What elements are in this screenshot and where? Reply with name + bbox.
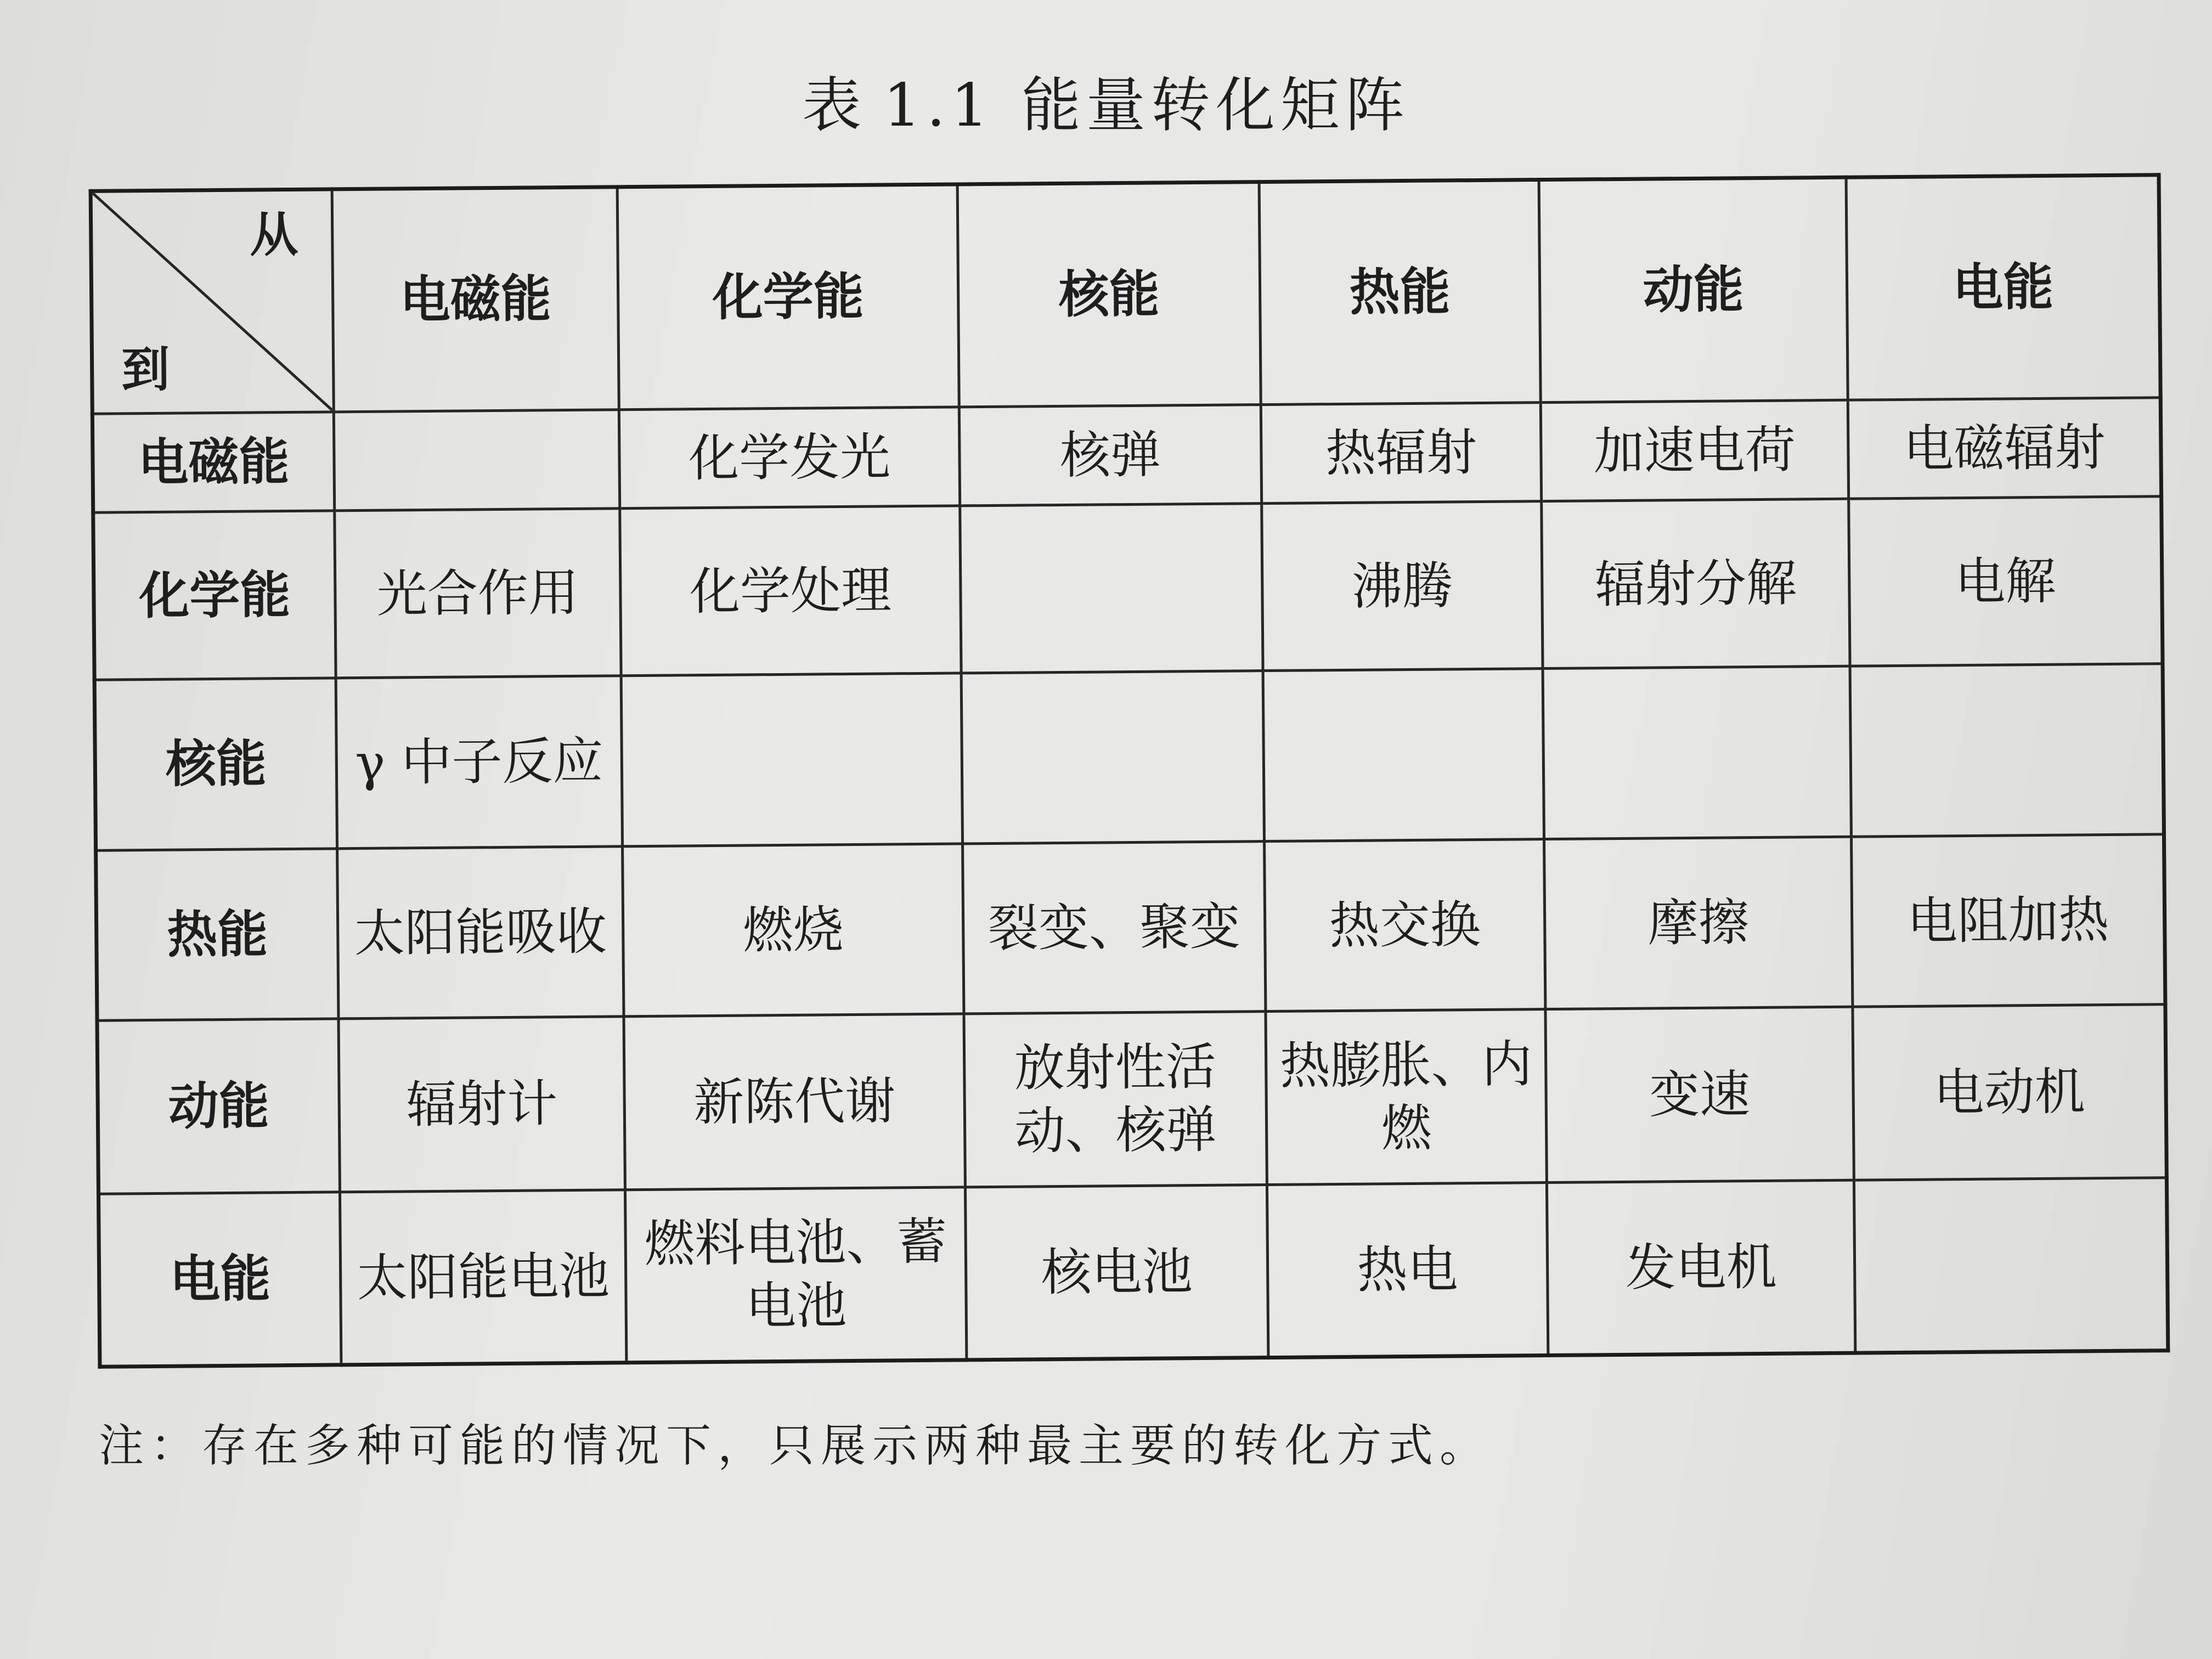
table-footnote: 注：存在多种可能的情况下，只展示两种最主要的转化方式。 (99, 1420, 1492, 1472)
table-cell: 热电 (1267, 1182, 1548, 1357)
table-cell (1850, 664, 2164, 837)
table-cell: 燃料电池、蓄电池 (625, 1187, 966, 1362)
table-row (97, 1005, 2166, 1194)
caption-number: 1.1 (883, 71, 994, 140)
table-cell: 加速电荷 (1541, 400, 1848, 501)
caption-text: 能量转化矩阵 (1021, 71, 1410, 140)
table-cell: 太阳能电池 (340, 1189, 626, 1365)
table-cell: 热交换 (1265, 839, 1545, 1011)
table-row (92, 397, 2161, 512)
table-cell: 化学处理 (620, 506, 961, 676)
column-header: 化学能 (617, 184, 959, 409)
table-cell: 辐射计 (338, 1017, 625, 1192)
table-cell (1854, 1177, 2168, 1353)
table-cell (1543, 666, 1851, 839)
table-cell: 电磁辐射 (1848, 397, 2161, 499)
table-row (93, 496, 2163, 680)
table-cell: 裂变、聚变 (963, 841, 1266, 1014)
row-header: 电磁能 (92, 411, 334, 512)
table-cell: γ 中子反应 (336, 676, 622, 848)
table-cell: 新陈代谢 (624, 1014, 965, 1189)
table-cell: 发电机 (1547, 1180, 1855, 1356)
table-row (98, 1177, 2168, 1367)
row-header: 动能 (97, 1019, 340, 1194)
table-row (96, 834, 2165, 1020)
table-cell: 辐射分解 (1542, 499, 1850, 669)
corner-to-label: 到 (121, 341, 170, 398)
row-header: 电能 (98, 1192, 341, 1367)
column-header: 电磁能 (332, 187, 619, 412)
table-cell: 核电池 (965, 1184, 1268, 1360)
table-cell: 沸腾 (1262, 501, 1543, 670)
row-header: 化学能 (93, 511, 336, 680)
table-cell: 电解 (1849, 496, 2163, 667)
table-cell (334, 409, 619, 510)
table-cell: 太阳能吸收 (337, 846, 624, 1018)
table-cell: 变速 (1545, 1007, 1854, 1182)
corner-cell (91, 189, 334, 414)
table-cell: 电阻加热 (1851, 834, 2165, 1007)
table-cell (960, 503, 1263, 673)
corner-from-label: 从 (249, 206, 298, 263)
table-cell: 核弹 (959, 404, 1261, 506)
column-header: 核能 (957, 182, 1261, 407)
table-cell: 摩擦 (1544, 837, 1852, 1009)
table-cell: 电动机 (1853, 1005, 2166, 1180)
table-cell: 热膨胀、内燃 (1266, 1009, 1547, 1184)
table-cell: 燃烧 (623, 844, 964, 1017)
row-header: 热能 (96, 849, 338, 1021)
table-cell: 热辐射 (1261, 402, 1541, 503)
table-cell (621, 673, 962, 846)
table-caption (0, 58, 2212, 143)
table-cell: 化学发光 (619, 407, 960, 508)
column-header: 动能 (1539, 177, 1848, 402)
table-cell (961, 671, 1264, 844)
row-header: 核能 (94, 678, 337, 850)
table-cell: 放射性活动、核弹 (964, 1012, 1267, 1187)
column-header: 热能 (1259, 180, 1541, 405)
table-row (94, 664, 2164, 850)
column-header: 电能 (1846, 175, 2160, 400)
table-cell (1263, 669, 1544, 841)
caption-prefix: 表 (802, 71, 867, 140)
header-row (91, 175, 2160, 414)
energy-conversion-matrix (89, 173, 2170, 1369)
table-cell: 光合作用 (335, 509, 621, 678)
